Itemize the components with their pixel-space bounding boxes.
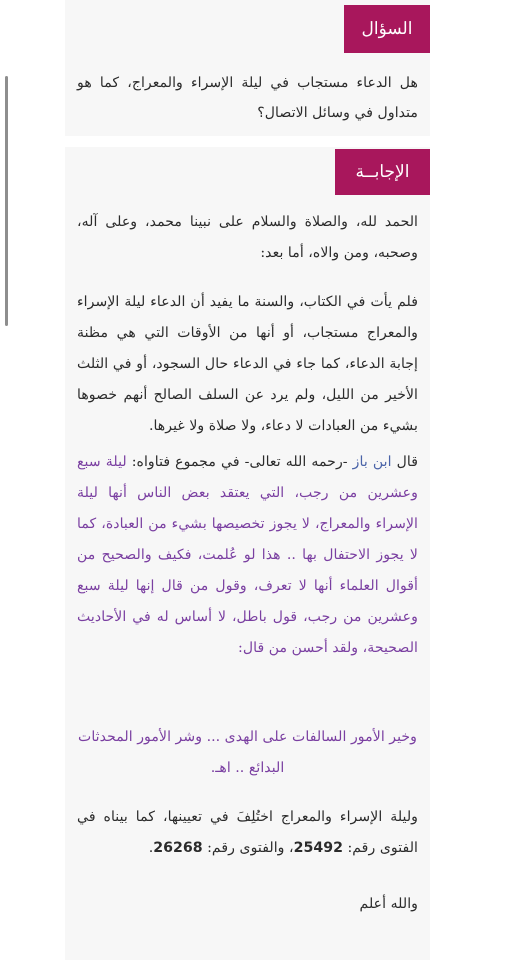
answer-paragraph-1: فلم يأت في الكتاب، والسنة ما يفيد أن الدعاء ليلة الإسراء والمعراج مستجاب، أو أنها من الأوقات التي هي مظنة إجابة الدعاء، كما جاء في الدعاء حال السجود، أو في الثلث الأخير من الليل، ولم يرد عن السلف الصالح أنهم خصوها بشيء من العبادات لا دعاء، ولا صلاة ولا غيرها. (77, 294, 418, 434)
quote-source: -رحمه الله تعالى- في مجموع فتاواه: (126, 454, 353, 470)
closing-text: والله أعلم (359, 896, 418, 912)
scrollbar[interactable] (5, 76, 8, 326)
answer-intro: الحمد لله، والصلاة والسلام على نبينا محمد، وعلى آله، وصحبه، ومن والاه، أما بعد: (77, 214, 418, 261)
fatwa-link-2[interactable]: 26268 (153, 840, 203, 856)
fatwa-link-1[interactable]: 25492 (293, 840, 343, 856)
quote-text: ليلة سبع وعشرين من رجب، التي يعتقد بعض الناس أنها ليلة الإسراء والمعراج، لا يجوز تخصيصها بشيء من العبادة، كما لا يجوز الاحتفال بها .. هذا لو عُلمت، فكيف والصحيح من أقوال العلماء أنها لا تعرف، وقول من قال إنها ليلة سبع وعشرين من رجب، قول باطل، لا أساس له في الأحاديث الصحيحة، ولقد أحسن من قال: (77, 454, 418, 656)
answer-paragraph-2 (77, 802, 418, 864)
question-card (65, 0, 430, 136)
quote-lead: قال (396, 454, 419, 470)
answer-card (65, 147, 430, 960)
paragraph-2-mid: ، والفتوى رقم: (202, 840, 294, 856)
answer-label: الإجابــة (335, 149, 430, 195)
question-text: هل الدعاء مستجاب في ليلة الإسراء والمعراج، كما هو متداول في وسائل الاتصال؟ (77, 75, 418, 121)
paragraph-2-text: وليلة الإسراء والمعراج اختُلِفَ في تعيينها، كما بيناه في الفتوى رقم: (77, 809, 418, 856)
poem-verse: وخير الأمور السالفات على الهدى ... وشر الأمور المحدثات البدائع .. اهـ. (78, 729, 417, 776)
paragraph-2-end: . (148, 840, 154, 856)
ibn-baz-quote (77, 447, 418, 664)
question-label: السؤال (344, 5, 430, 53)
quote-author-link[interactable]: ابن باز (352, 454, 392, 470)
